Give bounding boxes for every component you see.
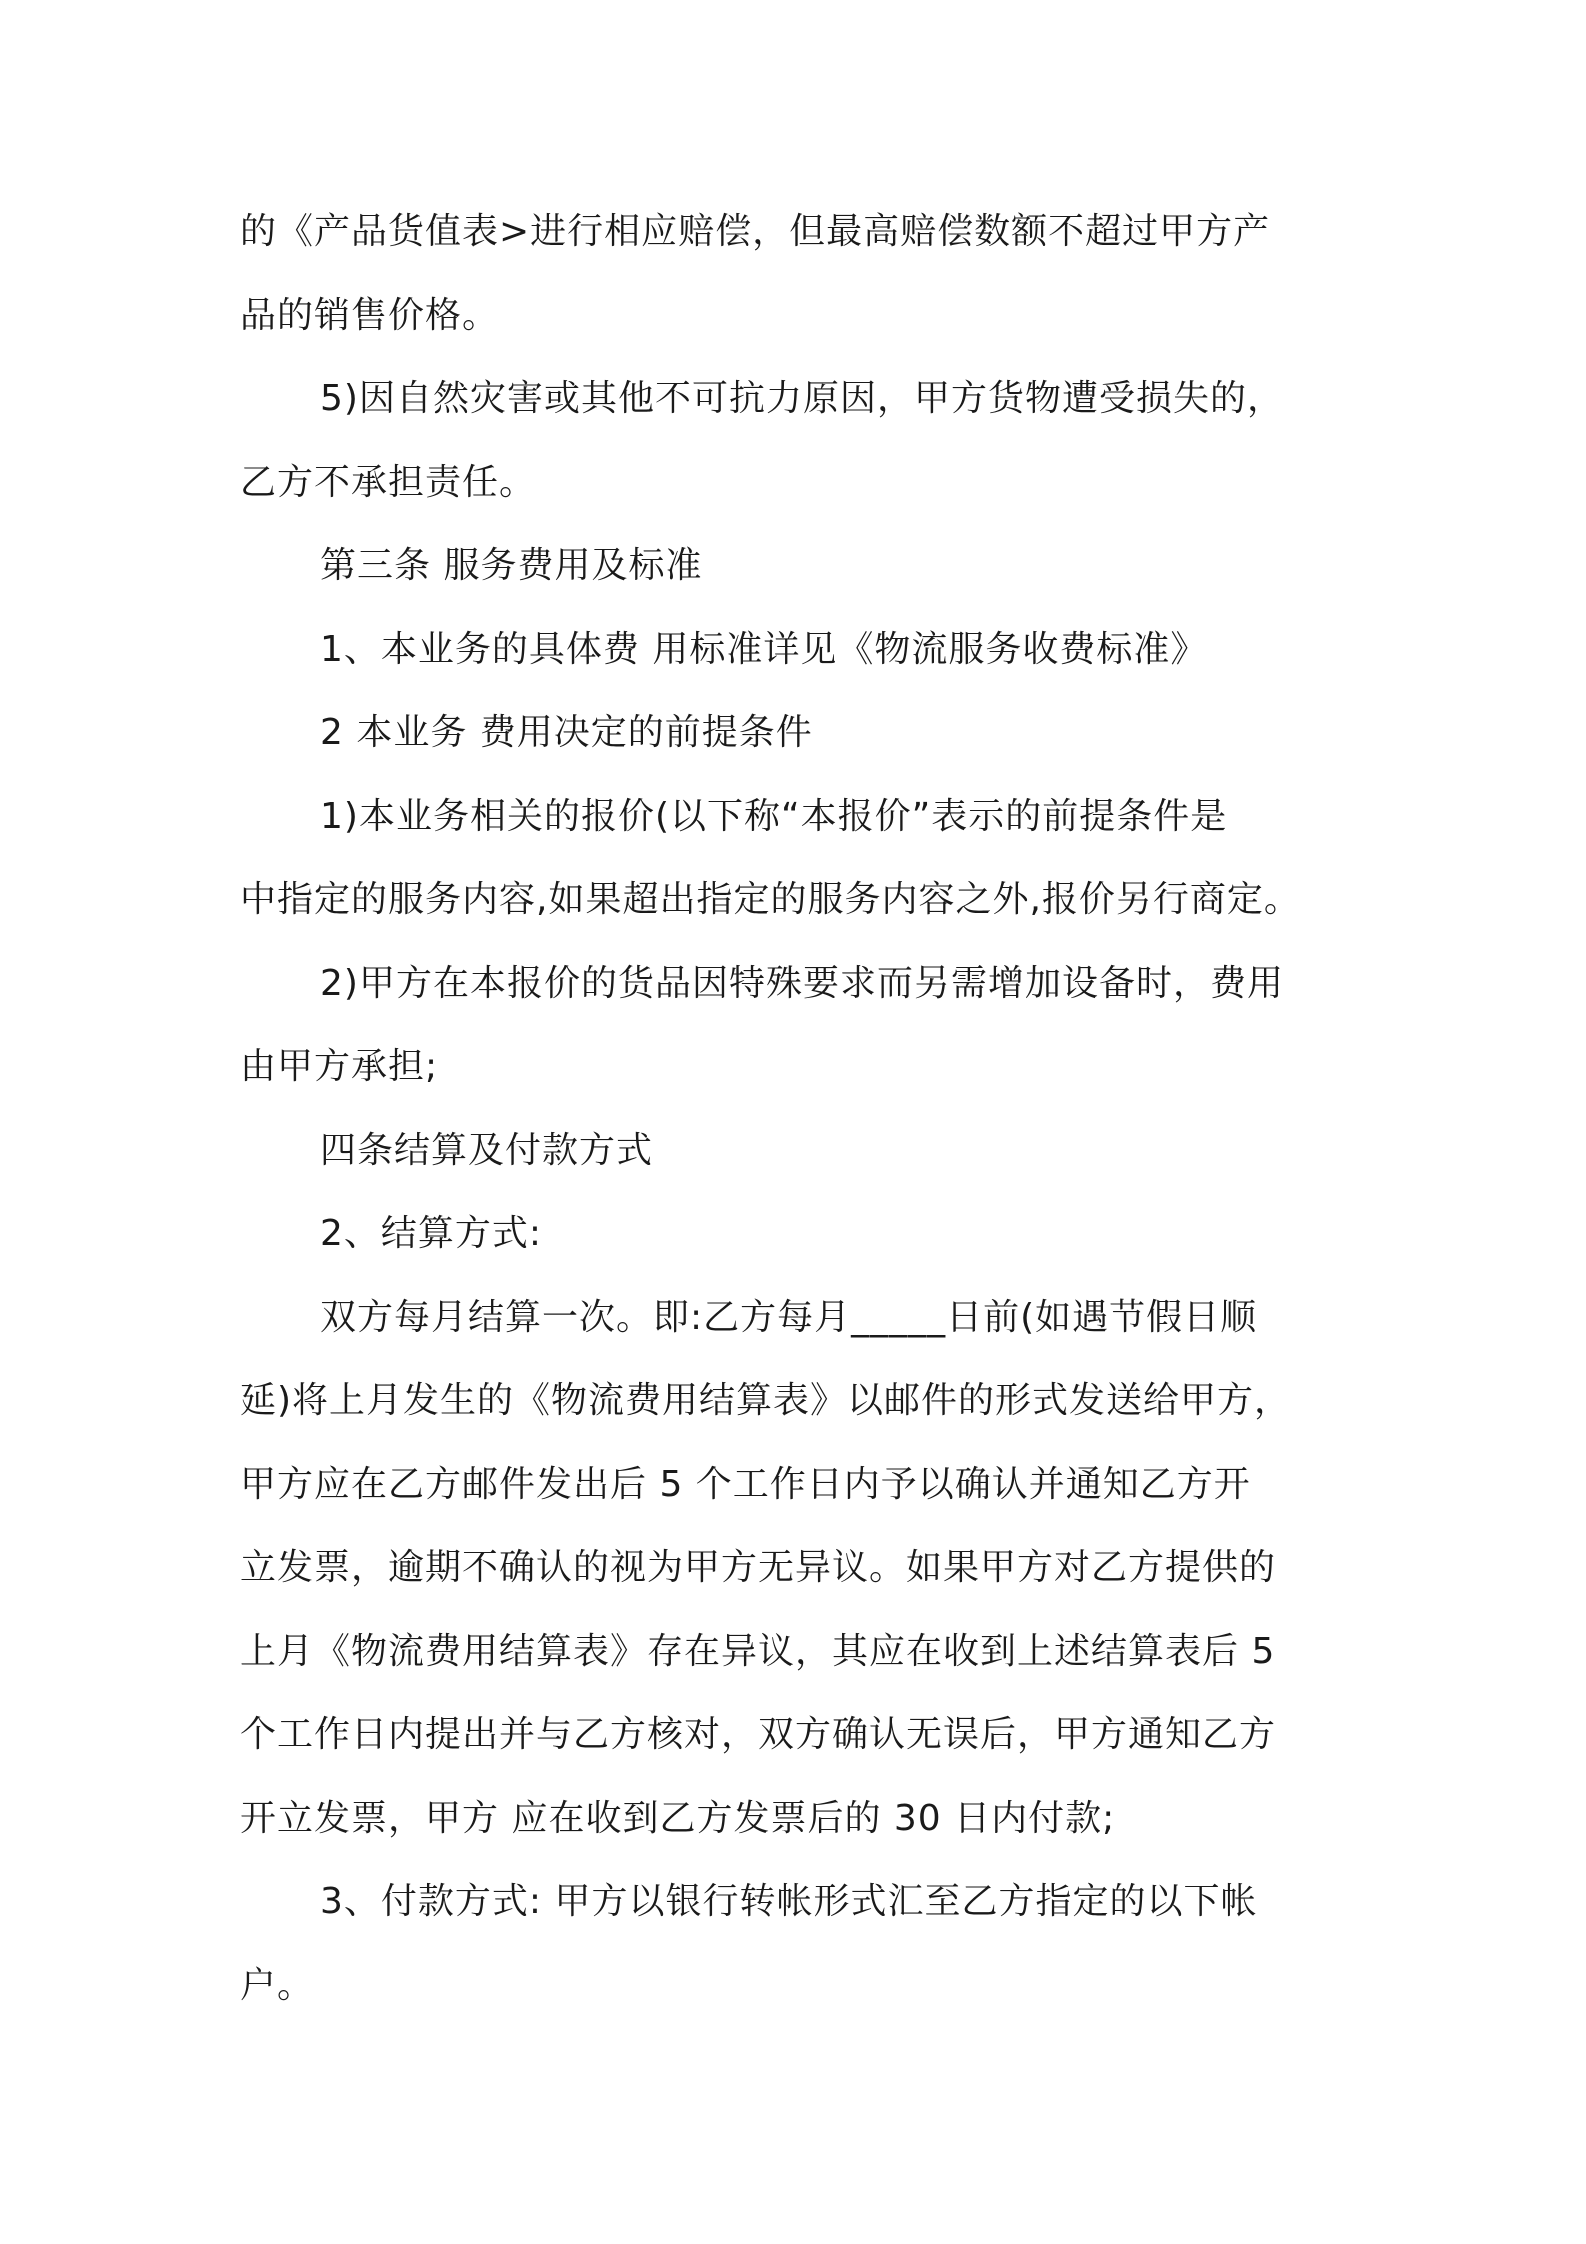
text-line: 由甲方承担;	[240, 1046, 439, 1087]
text-line: 3、付款方式: 甲方以银行转帐形式汇至乙方指定的以下帐	[320, 1881, 1258, 1922]
text-line: 乙方不承担责任。	[240, 461, 537, 503]
text-line: 立发票，逾期不确认的视为甲方无异议。如果甲方对乙方提供的	[240, 1547, 1277, 1588]
text-line: 上月《物流费用结算表》存在异议，其应在收到上述结算表后 5	[240, 1630, 1276, 1672]
text-line: 2 本业务 费用决定的前提条件	[320, 712, 813, 753]
text-line: 个工作日内提出并与乙方核对，双方确认无误后，甲方通知乙方	[240, 1714, 1277, 1755]
section-heading: 第三条 服务费用及标准	[320, 545, 703, 586]
section-heading: 四条结算及付款方式	[320, 1129, 654, 1171]
text-line: 的《产品货值表>进行相应赔偿，但最高赔偿数额不超过甲方产	[240, 211, 1271, 252]
text-line: 双方每月结算一次。即:乙方每月_____日前(如遇节假日顺	[320, 1296, 1258, 1338]
text-line: 户。	[240, 1964, 315, 2006]
document-body	[240, 190, 1360, 2027]
text-line: 2、结算方式:	[320, 1213, 543, 1254]
text-line: 品的销售价格。	[240, 294, 500, 336]
text-line: 中指定的服务内容,如果超出指定的服务内容之外,报价另行商定。	[240, 879, 1301, 920]
text-line: 开立发票，甲方 应在收到乙方发票后的 30 日内付款;	[240, 1797, 1116, 1839]
text-line: 甲方应在乙方邮件发出后 5 个工作日内予以确认并通知乙方开	[240, 1463, 1251, 1505]
text-line: 5)因自然灾害或其他不可抗力原因，甲方货物遭受损失的，	[320, 378, 1284, 419]
text-line: 1、本业务的具体费 用标准详见《物流服务收费标准》	[320, 628, 1208, 670]
text-line: 延)将上月发生的《物流费用结算表》以邮件的形式发送给甲方，	[240, 1380, 1292, 1421]
text-line: 2)甲方在本报价的货品因特殊要求而另需增加设备时，费用	[320, 962, 1284, 1004]
text-line: 1)本业务相关的报价(以下称“本报价”表示的前提条件是	[320, 795, 1228, 837]
